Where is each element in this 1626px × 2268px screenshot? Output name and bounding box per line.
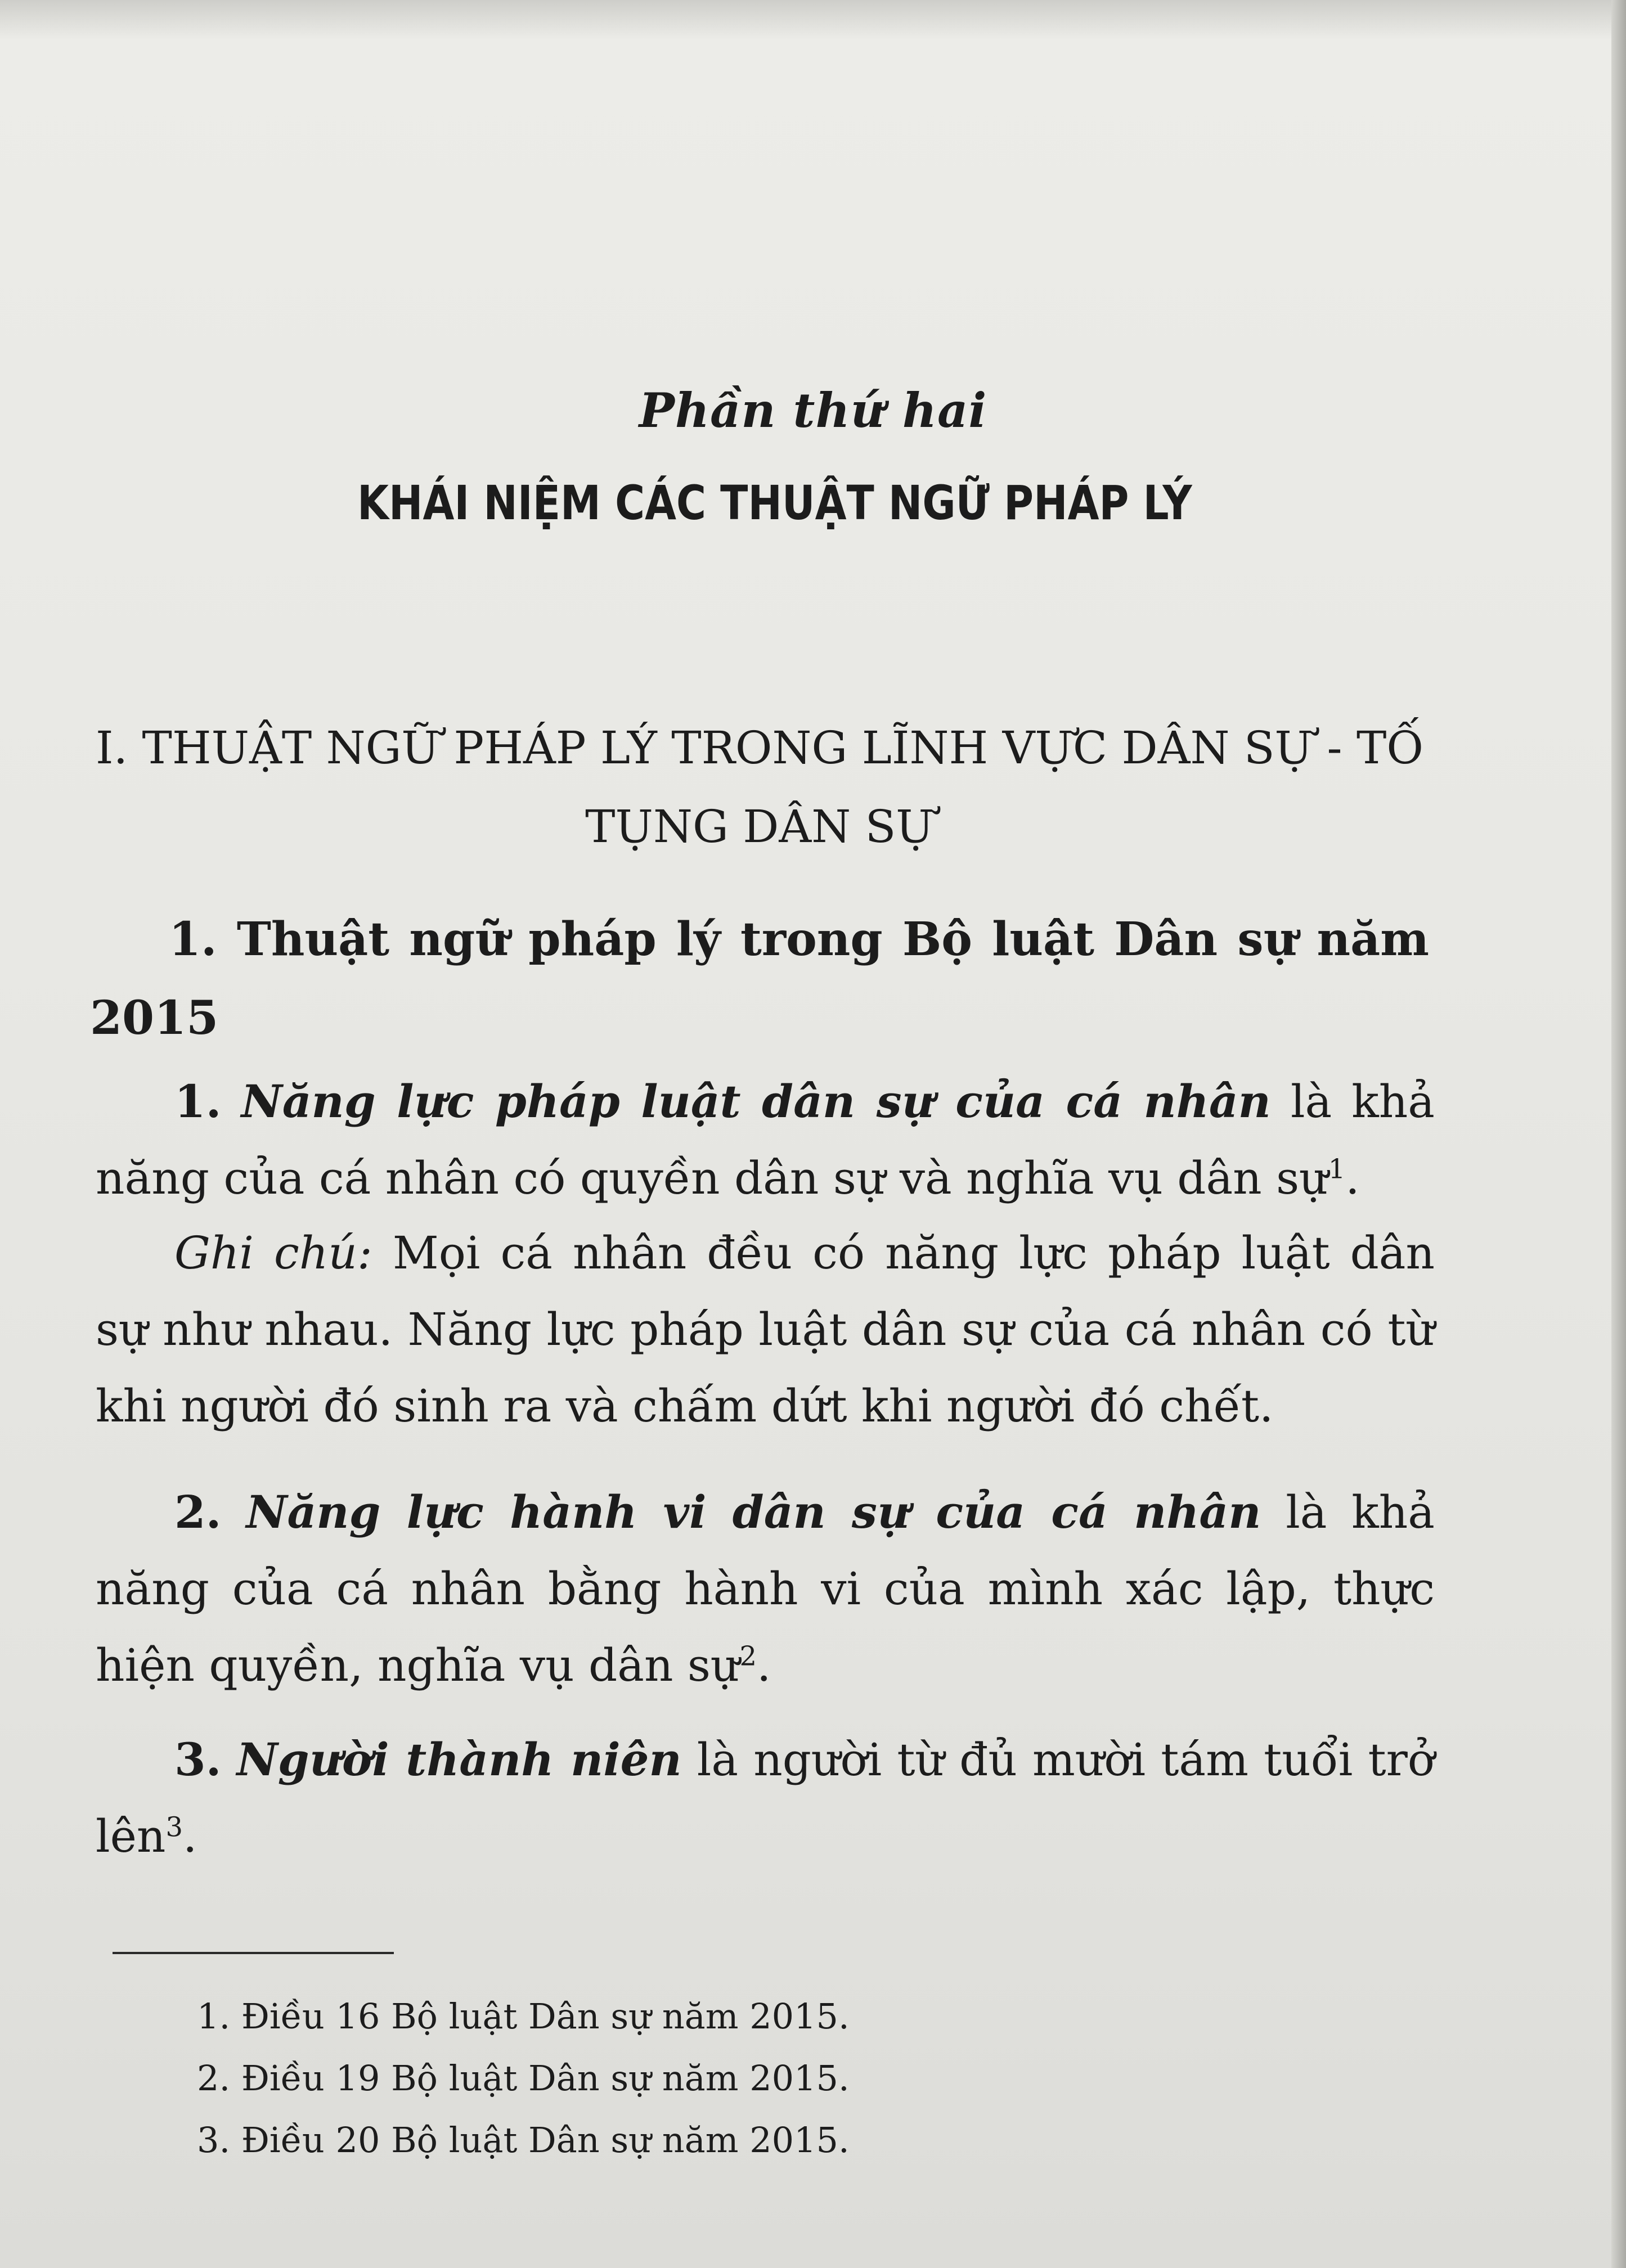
main-title: KHÁI NIỆM CÁC THUẬT NGỮ PHÁP LÝ [357, 475, 1192, 530]
definition-end: . [1345, 1152, 1360, 1204]
footnotes [197, 1986, 1322, 2171]
definition-term: Người thành niên [236, 1733, 682, 1786]
footnote-ref: 2 [739, 1640, 757, 1672]
footnote: 3. Điều 20 Bộ luật Dân sự năm 2015. [197, 2120, 850, 2161]
note-paragraph [96, 1215, 1435, 1444]
definition-term: Năng lực hành vi dân sự của cá nhân [246, 1486, 1261, 1538]
definition-number: 1. [174, 1075, 222, 1128]
definition-number: 3. [174, 1733, 222, 1786]
footnote: 2. Điều 19 Bộ luật Dân sự năm 2015. [197, 2058, 850, 2099]
definition-paragraph [96, 1063, 1435, 1217]
definition-text: là người từ đủ mười tám tuổi trở lên [96, 1734, 1435, 1862]
note-text: Mọi cá nhân đều có năng lực pháp luật dân sự như nhau. Năng lực pháp luật dân sự của cá nhân có từ khi người đó sinh ra và chấm dứt khi người đó chết. [96, 1227, 1435, 1432]
definition-end: . [183, 1810, 197, 1862]
footnote-ref: 1 [1328, 1153, 1346, 1185]
definition-text: là khả năng của cá nhân có quyền dân sự và nghĩa vụ dân sự [96, 1076, 1435, 1204]
definition-paragraph [96, 1721, 1435, 1875]
page-top-shadow [0, 0, 1626, 39]
footnote: 1. Điều 16 Bộ luật Dân sự năm 2015. [197, 1996, 850, 2037]
footnote-divider [113, 1952, 394, 1954]
footnote-ref: 3 [165, 1811, 183, 1843]
note-label: Ghi chú: [174, 1227, 372, 1279]
definition-term: Năng lực pháp luật dân sự của cá nhân [241, 1075, 1271, 1128]
part-label: Phần thứ hai [639, 382, 987, 438]
definition-paragraph [96, 1474, 1435, 1704]
definition-text: là khả năng của cá nhân bằng hành vi của mình xác lập, thực hiện quyền, nghĩa vụ dân sự [96, 1486, 1435, 1691]
section-heading: I. THUẬT NGỮ PHÁP LÝ TRONG LĨNH VỰC DÂN SỰ - TỐ TỤNG DÂN SỰ [96, 722, 1423, 853]
definition-end: . [757, 1639, 771, 1691]
definition-number: 2. [174, 1486, 222, 1538]
page-edge [1611, 0, 1626, 2268]
sub-heading: 1. Thuật ngữ pháp lý trong Bộ luật Dân sự năm 2015 [90, 912, 1429, 1045]
